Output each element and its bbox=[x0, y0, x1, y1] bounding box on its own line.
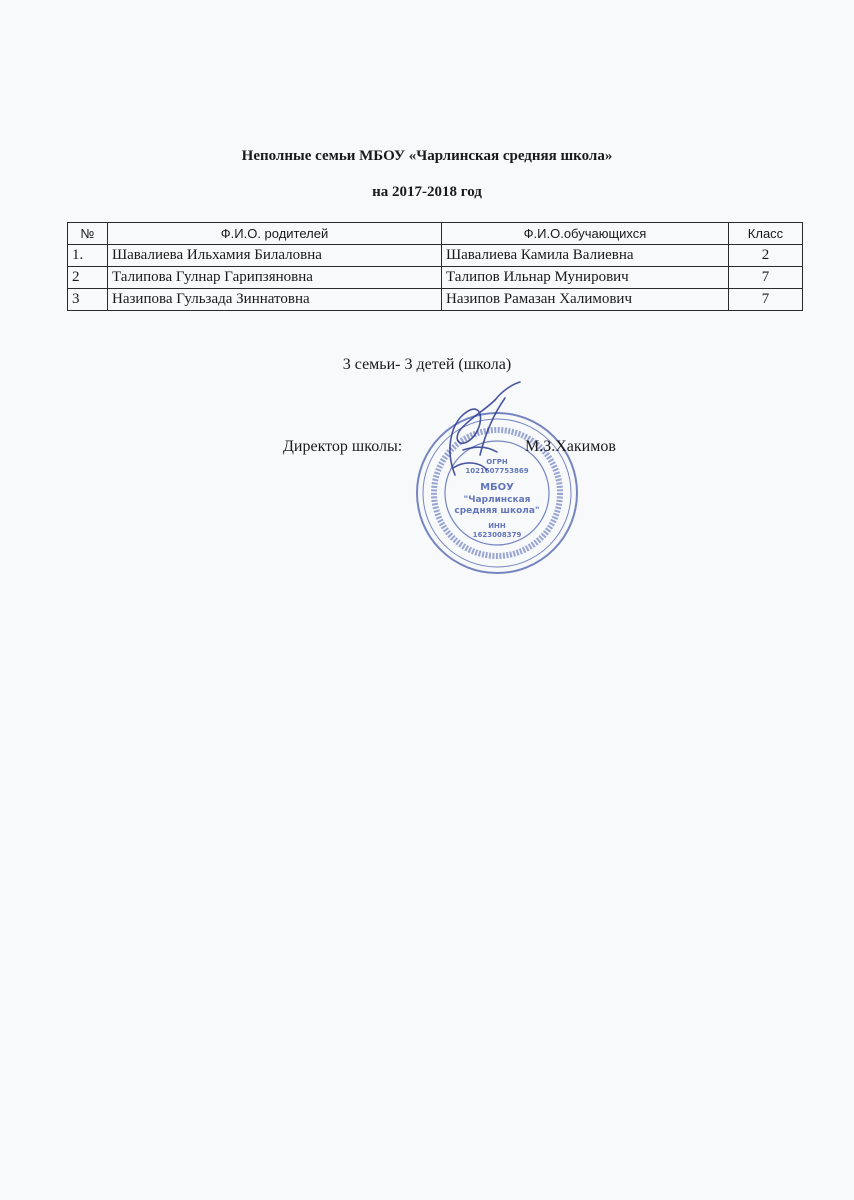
column-header-parents: Ф.И.О. родителей bbox=[108, 223, 442, 245]
student-name: Шавалиева Камила Валиевна bbox=[442, 245, 729, 267]
table-row bbox=[68, 267, 803, 289]
parent-name: Талипова Гулнар Гарипзяновна bbox=[108, 267, 442, 289]
director-signature bbox=[425, 380, 535, 490]
summary-line: 3 семьи- 3 детей (школа) bbox=[342, 356, 512, 373]
document-subtitle: на 2017-2018 год bbox=[372, 184, 482, 200]
parent-name: Назипова Гульзада Зиннатовна bbox=[108, 289, 442, 311]
director-label: Директор школы: bbox=[283, 438, 403, 455]
student-name: Талипов Ильнар Мунирович bbox=[442, 267, 729, 289]
stamp-center-line-1: МБОУ bbox=[480, 482, 514, 493]
class-number: 2 bbox=[729, 245, 803, 267]
student-name: Назипов Рамазан Халимович bbox=[442, 289, 729, 311]
row-number: 1. bbox=[68, 245, 108, 267]
table-header-row bbox=[68, 223, 803, 245]
column-header-number: № bbox=[68, 223, 108, 245]
stamp-center-line-2: "Чарлинская bbox=[463, 495, 531, 505]
document-title: Неполные семьи МБОУ «Чарлинская средняя школа» bbox=[241, 148, 613, 164]
row-number: 3 bbox=[68, 289, 108, 311]
stamp-ogrn-value: 1021607753869 bbox=[465, 467, 529, 475]
column-header-students: Ф.И.О.обучающихся bbox=[442, 223, 729, 245]
class-number: 7 bbox=[729, 289, 803, 311]
families-table bbox=[67, 222, 803, 311]
stamp-center-line-3: средняя школа" bbox=[454, 506, 540, 516]
parent-name: Шавалиева Ильхамия Билаловна bbox=[108, 245, 442, 267]
stamp-inn-label: ИНН bbox=[488, 522, 506, 530]
row-number: 2 bbox=[68, 267, 108, 289]
director-name: М.З.Хакимов bbox=[525, 438, 616, 455]
column-header-class: Класс bbox=[729, 223, 803, 245]
table-row bbox=[68, 289, 803, 311]
stamp-ogrn-label: ОГРН bbox=[486, 458, 508, 466]
class-number: 7 bbox=[729, 267, 803, 289]
stamp-inn-value: 1623008379 bbox=[472, 531, 522, 539]
table-row bbox=[68, 245, 803, 267]
